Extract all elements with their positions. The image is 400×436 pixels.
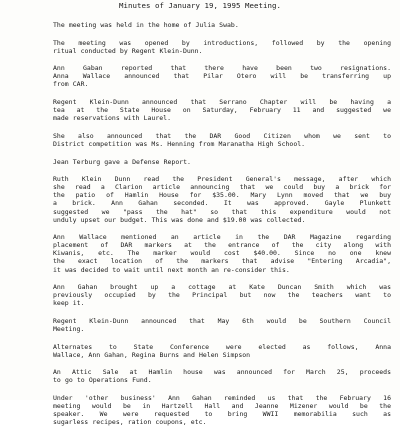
- paragraph-line: meeting would be in Hartzell Hall and Jeanne Mizener would be the: [53, 402, 391, 411]
- paragraph-line: a brick. Ann Gahan seconded. It was approved. Gayle Plunkett: [53, 199, 391, 208]
- paragraph-line: Meeting.: [53, 325, 85, 334]
- paragraph-line: it was decided to wait until next month an re-consider this.: [53, 265, 290, 274]
- paragraph-line: ritual conducted by Regent Klein-Dunn.: [53, 46, 203, 55]
- paragraph-line: sugarless recipes, ration coupons, etc.: [53, 418, 207, 427]
- paragraph: [53, 21, 391, 29]
- paragraph-line: Under 'other business' Ann Gahan reminded us that the February 16: [53, 394, 391, 402]
- paragraph: [53, 343, 391, 359]
- paragraph-line: Ann Gaban reported that there have been two resignations.: [53, 64, 391, 73]
- paragraph-line: suggested we "pass the hat" so that this expenditure would not: [53, 207, 391, 216]
- paragraph-line: She also announced that the DAR Good Citizen whom we sent to: [53, 131, 391, 140]
- paragraph: [53, 132, 391, 148]
- paragraph: [53, 233, 391, 273]
- paragraph: [53, 283, 391, 307]
- document-title: Minutes of January 19, 1995 Meeting.: [119, 1, 281, 10]
- paragraph-line: Ann Wallace mentioned an article in the DAR Magazine regarding: [53, 233, 391, 242]
- paragraph: [53, 39, 391, 55]
- paragraph-line: Jean Terburg gave a Defense Report.: [53, 157, 191, 166]
- paragraph-line: Regent Klein-Dunn announced that Serrano Chapter will be having a: [53, 98, 391, 107]
- paragraph-line: made reservations with Laurel.: [53, 114, 171, 123]
- paragraph: [53, 64, 391, 88]
- paragraph-line: tea at the State House on Saturday, February 11 and suggested we: [53, 106, 391, 115]
- paragraph-line: The meeting was opened by introductions, followed by the opening: [53, 38, 391, 47]
- paragraph-line: District competition was Ms. Henning from Maranatha High School.: [53, 139, 306, 148]
- paragraph-line: Alternates to State Conference were elected as follows, Anna: [53, 342, 391, 351]
- paragraph-line: the patio of Hamlin House for $35.00. Mary Lynn moved that we buy: [53, 191, 391, 200]
- paragraph-line: she read a Clarion article announcing that we could buy a brick for: [53, 183, 391, 192]
- paragraph-line: speaker. We were requested to bring WWII memorabilia such as: [53, 410, 391, 419]
- paragraph: [53, 368, 391, 384]
- paragraph-line: An Attic Sale at Hamlin house was announced for March 25, proceeds: [53, 368, 391, 377]
- paragraph-line: Ruth Klein Dunn read the President General's message, after which: [53, 175, 391, 184]
- paragraph-line: Ann Gahan brought up a cottage at Kate Duncan Smith which was: [53, 283, 391, 292]
- paragraph-line: the exact location of the markers that advise "Entering Arcadia",: [53, 257, 391, 266]
- paragraph-line: The meeting was held in the home of Julia Swab.: [53, 21, 239, 29]
- paragraph-line: Kiwanis, etc. The marker would cost $40.00. Since no one knew: [53, 249, 391, 258]
- paragraph-line: unduly upset our budget. This was done and $19.00 was collected.: [53, 215, 306, 224]
- paragraph-line: to go to Operations Fund.: [53, 376, 152, 385]
- paragraph-line: placement of DAR markers at the entrance of the city along with: [53, 241, 391, 250]
- paragraph-line: keep it.: [53, 299, 85, 308]
- paragraph-line: from CAR.: [53, 80, 89, 89]
- paragraph: [53, 158, 391, 166]
- minutes-body: [53, 21, 391, 436]
- paragraph: [53, 175, 391, 224]
- paragraph: [53, 317, 391, 333]
- paragraph-line: previously occupied by the Principal but now the teachers want to: [53, 291, 391, 300]
- paragraph-line: Wallace, Ann Gahan, Regina Burns and Helen Simpson: [53, 350, 251, 359]
- paragraph-line: Regent Klein-Dunn announced that May 6th would be Southern Council: [53, 316, 391, 325]
- paragraph: [53, 98, 391, 122]
- paragraph-line: Anna Wallace announced that Pilar Otero will be transferring up: [53, 72, 391, 81]
- paragraph: [53, 394, 391, 426]
